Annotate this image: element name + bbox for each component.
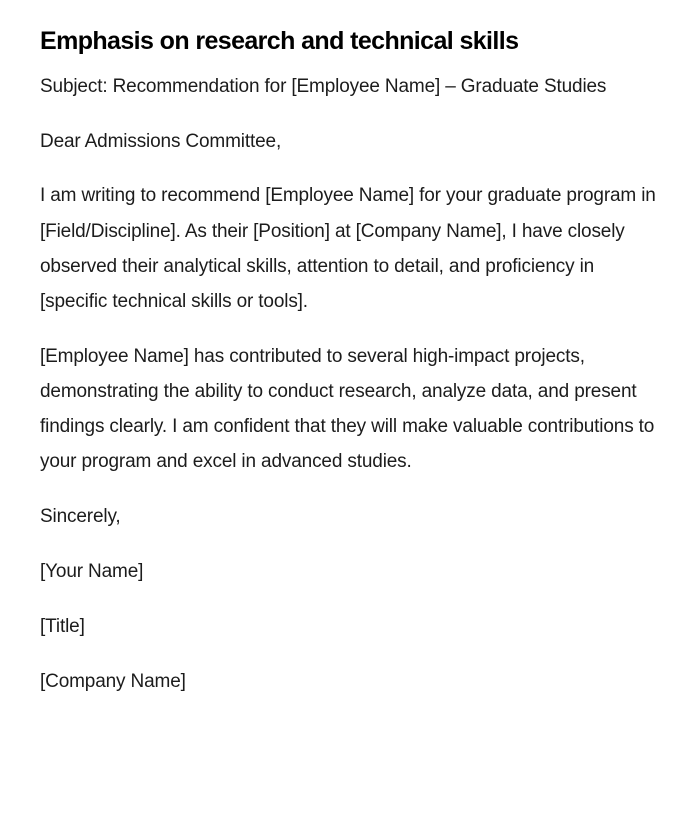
closing: Sincerely, [40, 506, 121, 528]
subject-line: Subject: Recommendation for [Employee Name] – Graduate Studies [40, 76, 607, 97]
document-title: Emphasis on research and technical skills [40, 27, 519, 55]
body-paragraph-1: I am writing to recommend [Employee Name] for your graduate program in [Field/Discipline]. As their [Position] at [Company Name], I have closely observed their analytical skills, attention to detail, and proficiency in [specific technical skills or tools]. [40, 185, 656, 313]
signature-title: [Title] [40, 616, 85, 638]
signature-name: [Your Name] [40, 561, 144, 583]
body-paragraph-2: [Employee Name] has contributed to several high-impact projects, demonstrating the ability to conduct research, analyze data, and present findings clearly. I am confident that they will make valuable contributions to your program and excel in advanced studies. [40, 345, 655, 473]
signature-company: [Company Name] [40, 671, 186, 693]
salutation: Dear Admissions Committee, [40, 130, 282, 152]
